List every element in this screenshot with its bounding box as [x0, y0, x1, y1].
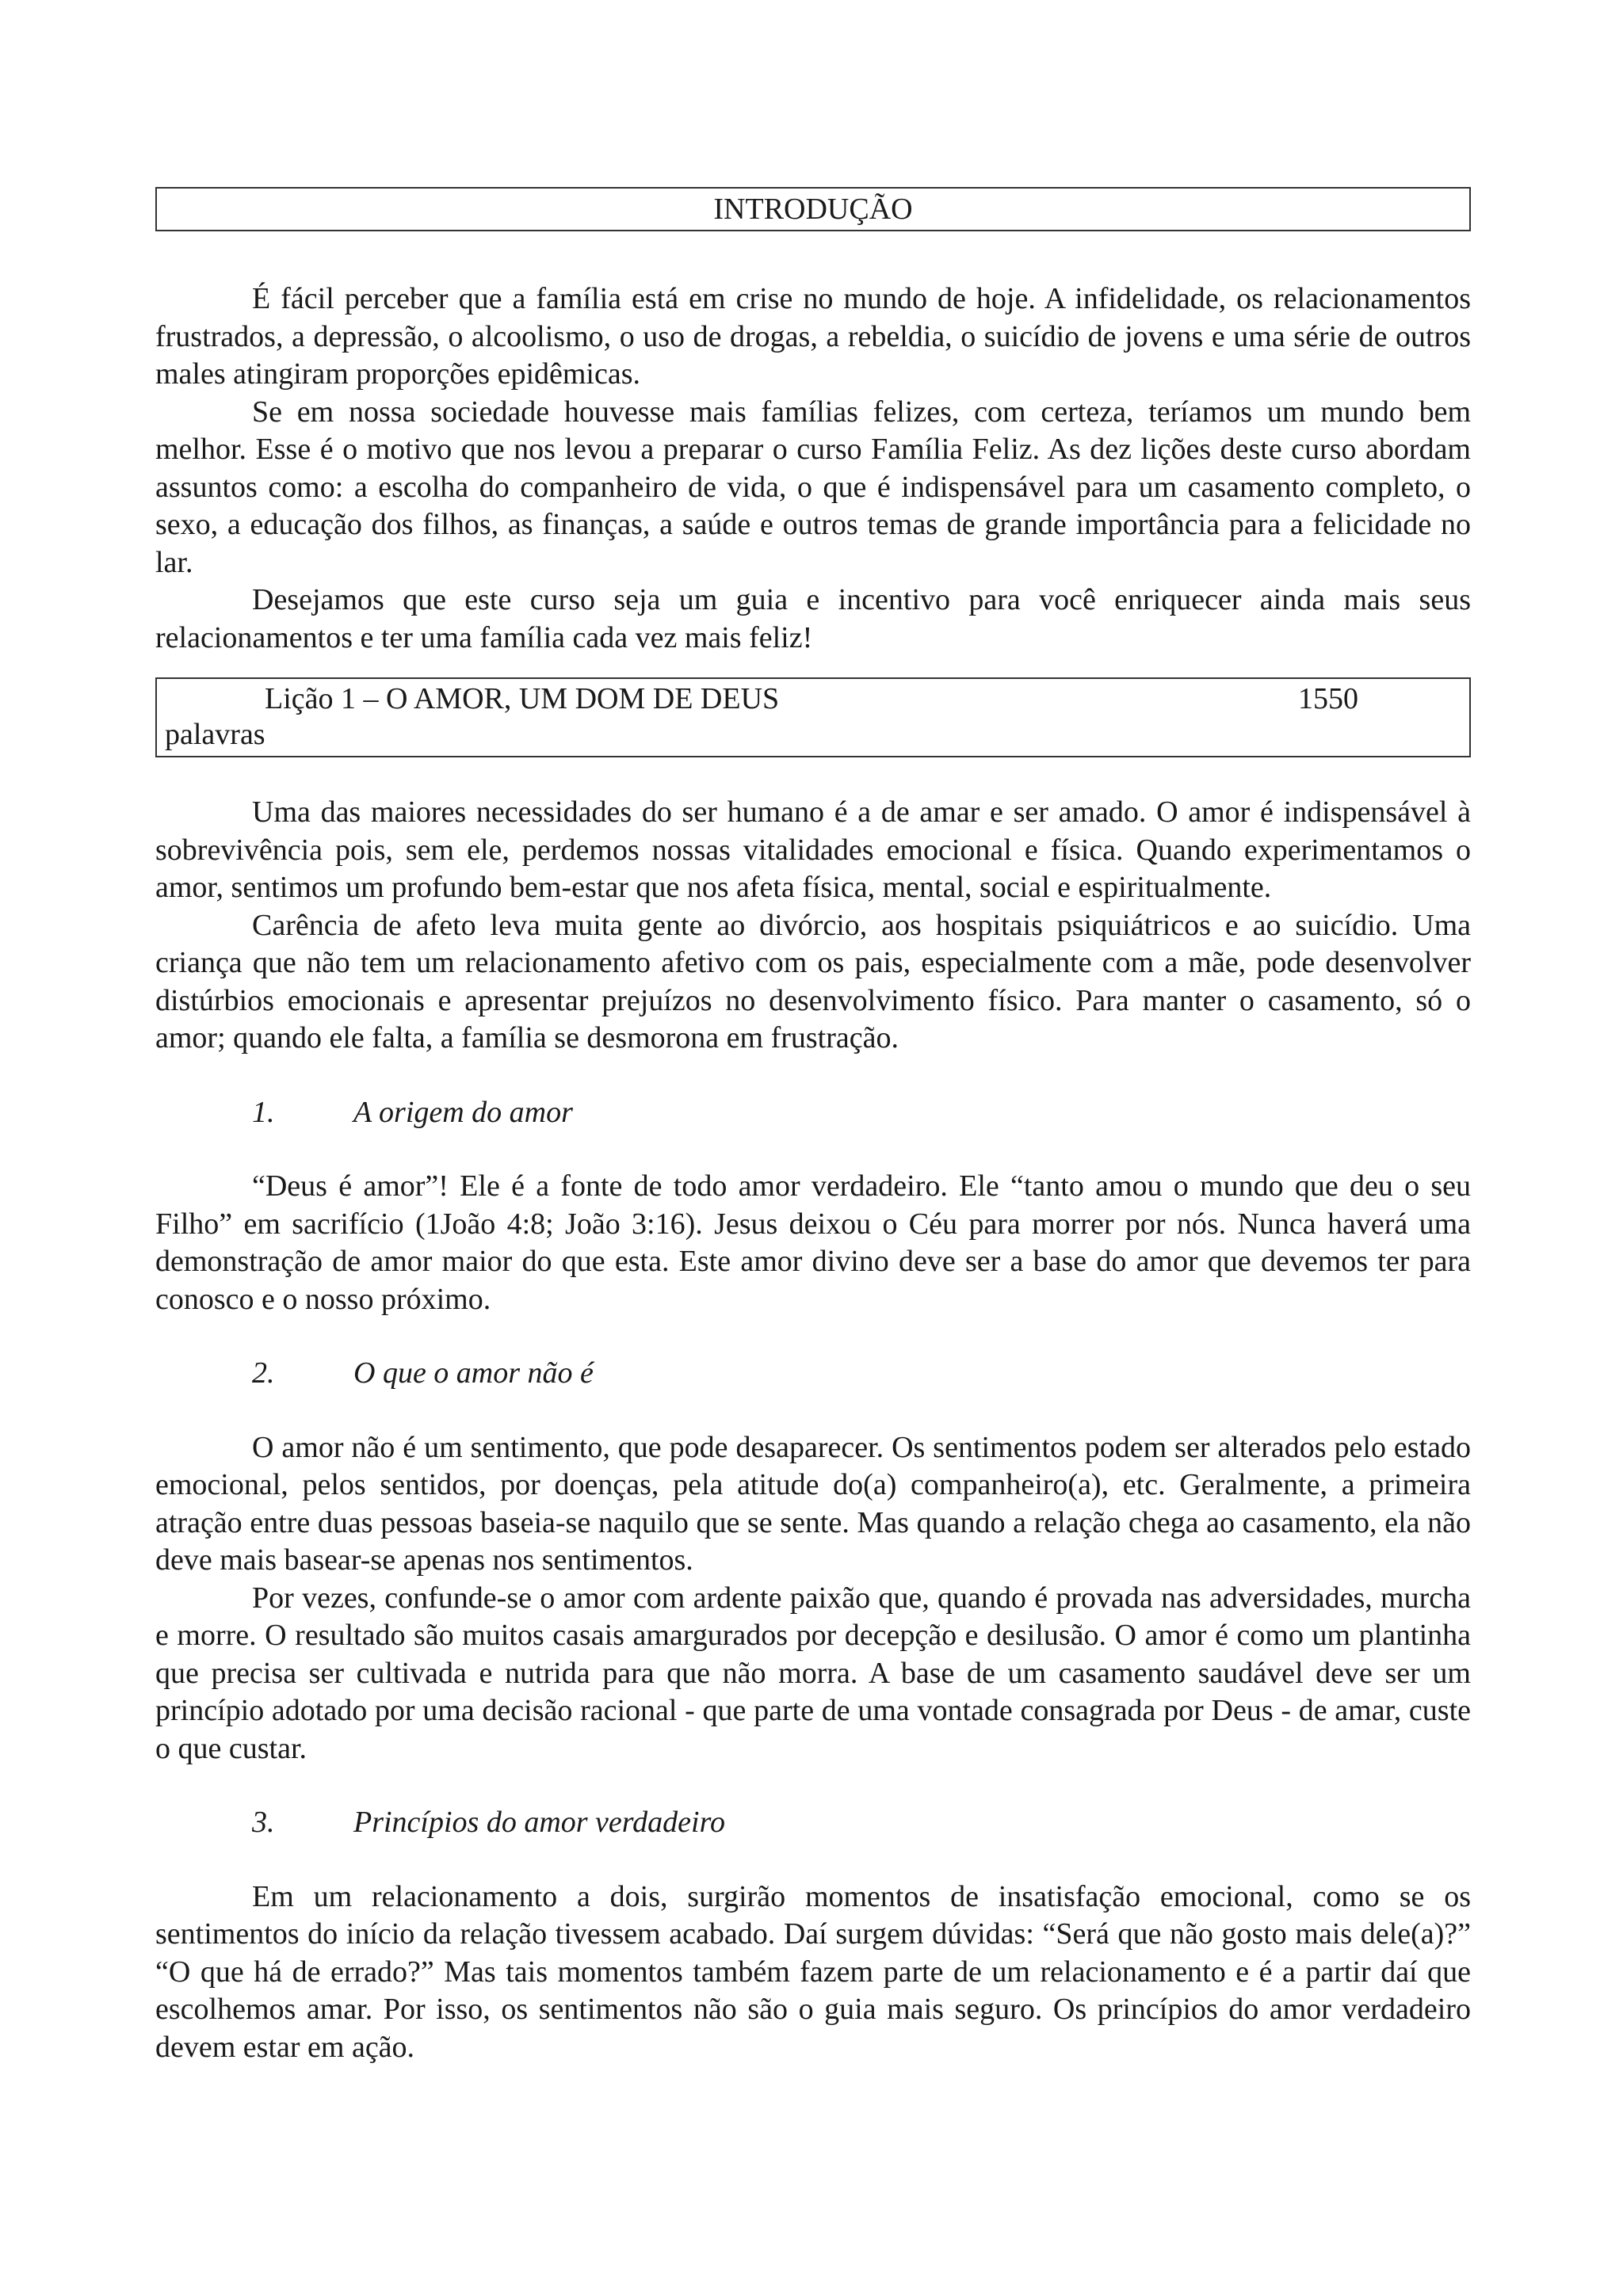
- intro-paragraph-2: Se em nossa sociedade houvesse mais famílias felizes, com certeza, teríamos um mundo bem melhor. Esse é o motivo que nos levou a preparar o curso Família Feliz. As dez lições deste curso abordam assuntos como: a escolha do companheiro de vida, o que é indispensável para um casamento completo, o sexo, a educação dos filhos, as finanças, a saúde e outros temas de grande importância para a felicidade no lar.: [155, 395, 1471, 579]
- lesson-paragraph-1: Uma das maiores necessidades do ser humano é a de amar e ser amado. O amor é indispensável à sobrevivência pois, sem ele, perdemos nossas vitalidades emocional e física. Quando experimentamos o amor, sentimos um profundo bem-estar que nos afeta física, mental, social e espiritualmente.: [155, 795, 1471, 904]
- section-number: 3.: [252, 1806, 275, 1839]
- spacer: [155, 657, 1471, 677]
- section-1-paragraph-1: “Deus é amor”! Ele é a fonte de todo amor verdadeiro. Ele “tanto amou o mundo que deu o seu Filho” em sacrifício (1João 4:8; João 3:16). Jesus deixou o Céu para morrer por nós. Nunca haverá uma demonstração de amor maior do que esta. Este amor divino deve ser a base do amor que devemos ter para conosco e o nosso próximo.: [155, 1169, 1471, 1316]
- lesson-title: Lição 1 – O AMOR, UM DOM DE DEUS: [265, 682, 780, 715]
- section-heading-3: [155, 1804, 1471, 1842]
- section-2-paragraph-2: Por vezes, confunde-se o amor com ardente paixão que, quando é provada nas adversidades, murcha e morre. O resultado são muitos casais amargurados por decepção e desilusão. O amor é como um plantinha que precisa ser cultivada e nutrida para que não morra. A base de um casamento saudável deve ser um princípio adotado por uma decisão racional - que parte de uma vontade consagrada por Deus - de amar, custe o que custar.: [155, 1581, 1471, 1765]
- section-2-paragraph-1: O amor não é um sentimento, que pode desaparecer. Os sentimentos podem ser alterados pelo estado emocional, pelos sentidos, por doenças, pela atitude do(a) companheiro(a), etc. Geralmente, a primeira atração entre duas pessoas baseia-se naquilo que se sente. Mas quando a relação chega ao casamento, ela não deve mais basear-se apenas nos sentimentos.: [155, 1430, 1471, 1577]
- document-page: [155, 187, 1471, 2066]
- spacer: [155, 1768, 1471, 1804]
- spacer: [155, 1842, 1471, 1878]
- spacer: [155, 1318, 1471, 1355]
- spacer: [155, 1393, 1471, 1429]
- section-heading-1: [155, 1094, 1471, 1132]
- section-title: O que o amor não é: [353, 1356, 594, 1390]
- spacer: [155, 1058, 1471, 1094]
- section-heading-2: [155, 1355, 1471, 1393]
- intro-paragraph-1: É fácil perceber que a família está em crise no mundo de hoje. A infidelidade, os relacionamentos frustrados, a depressão, o alcoolismo, o uso de drogas, a rebeldia, o suicídio de jovens e uma série de outros males atingiram proporções epidêmicas.: [155, 282, 1471, 391]
- lesson-paragraph-2: Carência de afeto leva muita gente ao divórcio, aos hospitais psiquiátricos e ao suicídio. Uma criança que não tem um relacionamento afetivo com os pais, especialmente com a mãe, pode desenvolver distúrbios emocionais e apresentar prejuízos no desenvolvimento físico. Para manter o casamento, só o amor; quando ele falta, a família se desmorona em frustração.: [155, 908, 1471, 1055]
- section-3-paragraph-1: Em um relacionamento a dois, surgirão momentos de insatisfação emocional, como se os sentimentos do início da relação tivessem acabado. Daí surgem dúvidas: “Será que não gosto mais dele(a)?” “O que há de errado?” Mas tais momentos também fazem parte de um relacionamento e é a partir daí que escolhemos amar. Por isso, os sentimentos não são o guia mais seguro. Os princípios do amor verdadeiro devem estar em ação.: [155, 1879, 1471, 2064]
- section-number: 1.: [252, 1095, 275, 1129]
- lesson-word-count: 1550: [1298, 682, 1358, 715]
- section-number: 2.: [252, 1356, 275, 1390]
- spacer: [155, 1131, 1471, 1168]
- spacer: [155, 757, 1471, 794]
- spacer: [155, 231, 1471, 280]
- intro-title: INTRODUÇÃO: [713, 193, 913, 226]
- intro-title-box: [155, 187, 1471, 231]
- lesson-word-unit: palavras: [165, 718, 265, 751]
- intro-paragraph-3: Desejamos que este curso seja um guia e incentivo para você enriquecer ainda mais seus relacionamentos e ter uma família cada vez mais feliz!: [155, 583, 1471, 654]
- section-title: A origem do amor: [353, 1095, 573, 1129]
- lesson-title-box: [155, 677, 1471, 757]
- section-title: Princípios do amor verdadeiro: [353, 1806, 725, 1839]
